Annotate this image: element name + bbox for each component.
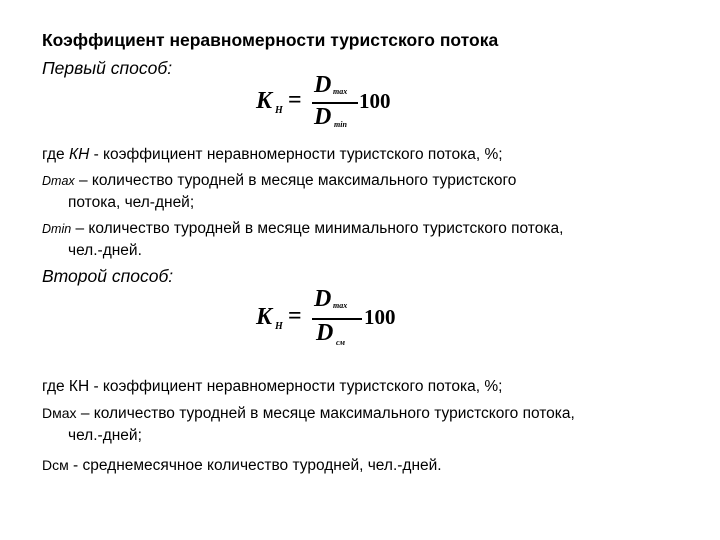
method1-label: Первый способ: xyxy=(42,58,173,78)
definition-text: – количество туродней в месяце максимального туристского потока, xyxy=(76,405,575,422)
definition-continuation: чел.-дней; xyxy=(68,427,142,444)
formula-numerator: D xyxy=(314,286,332,312)
definition-continuation: чел.-дней. xyxy=(68,242,142,259)
definition-symbol: Dсм xyxy=(42,457,69,473)
formula-equals: = xyxy=(288,303,302,329)
formula-lhs-subscript: H xyxy=(275,321,283,332)
definition-symbol: Dmax xyxy=(42,174,75,188)
formula-numerator: D xyxy=(314,72,332,98)
definition-symbol: Dмах xyxy=(42,405,77,421)
formula-method2 xyxy=(256,288,416,352)
slide-title: Коэффициент неравномерности туристского потока xyxy=(42,30,499,50)
definition-continuation: потока, чел-дней; xyxy=(68,194,195,211)
definition-text: – количество туродней в месяце минимального туристского потока, xyxy=(71,220,564,237)
formula-multiplier: 100 xyxy=(359,89,391,113)
formula-denominator-subscript: см xyxy=(336,338,346,347)
formula-equals: = xyxy=(288,87,302,113)
definition-dmax-1 xyxy=(42,170,682,214)
definition-prefix: где xyxy=(42,146,69,163)
definition-kn-2 xyxy=(42,376,682,398)
formula-method1 xyxy=(256,72,406,132)
definition-dmin-1 xyxy=(42,218,682,262)
definition-text: – количество туродней в месяце максимального туристского xyxy=(74,172,517,189)
formula-numerator-subscript: max xyxy=(333,87,348,96)
formula-denominator-subscript: min xyxy=(334,120,347,129)
definition-dmax-2 xyxy=(42,402,682,447)
definition-symbol: КН xyxy=(68,146,90,163)
definition-text: - среднемесячное количество туродней, чел.-дней. xyxy=(68,457,442,474)
formula-denominator: D xyxy=(314,104,332,130)
formula-lhs-subscript: H xyxy=(275,105,283,116)
formula-multiplier: 100 xyxy=(364,305,396,329)
method2-label: Второй способ: xyxy=(42,266,174,286)
definition-symbol: Dmin xyxy=(42,222,72,236)
formula-numerator-subscript: max xyxy=(333,301,348,310)
definition-dcm-2 xyxy=(42,454,682,477)
definition-text: где КН - коэффициент неравномерности туристского потока, %; xyxy=(42,378,503,395)
formula-lhs: K xyxy=(256,304,273,330)
definition-text: - коэффициент неравномерности туристского потока, %; xyxy=(89,146,503,163)
formula-lhs: K xyxy=(256,88,273,114)
formula-denominator: D xyxy=(316,320,334,346)
definition-kn-1 xyxy=(42,144,682,166)
